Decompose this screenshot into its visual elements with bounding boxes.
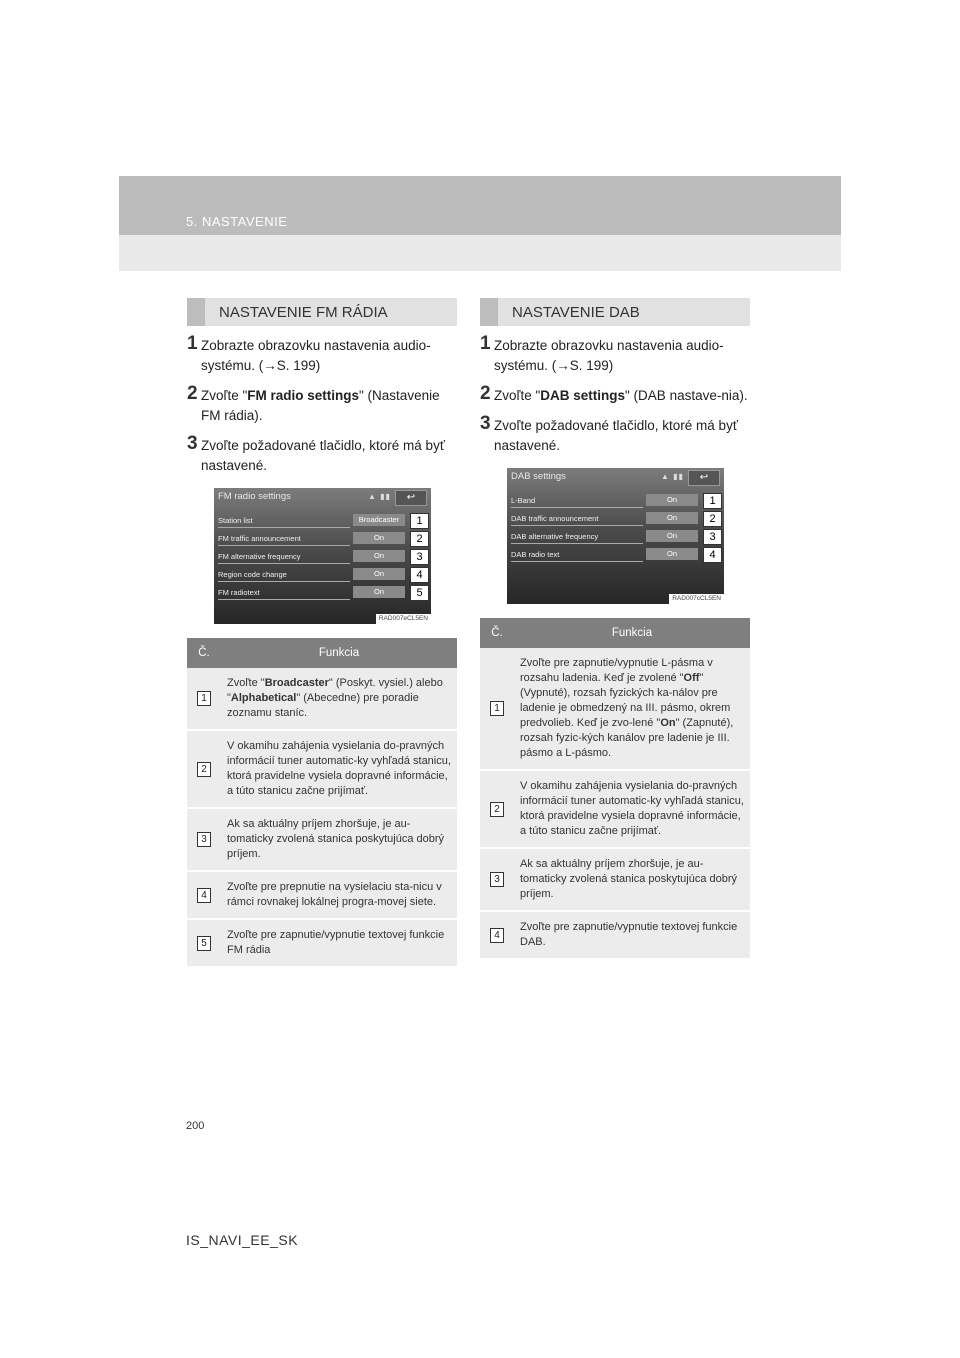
row-description: Ak sa aktuálny príjem zhoršuje, je au-tomaticky zvolená stanica poskytujúca dobrý príjem. bbox=[514, 848, 750, 911]
screen-row-label: DAB traffic announcement bbox=[511, 512, 643, 526]
step-text: Zvoľte " bbox=[494, 388, 541, 403]
row-description: V okamihu zahájenia vysielania do-pravných informácií tuner automatic-ky vyhľadá stanicu, ktorá pravidelne vysiela dopravné informácie, a túto stanicu začne prijímať. bbox=[514, 770, 750, 848]
button-reference: On bbox=[660, 717, 676, 729]
fm-function-table bbox=[187, 638, 457, 968]
row-description: Zvoľte pre zapnutie/vypnutie textovej funkcie FM rádia bbox=[221, 919, 457, 967]
callout-number: 1 bbox=[410, 513, 429, 529]
screen-row-label: Station list bbox=[218, 514, 350, 528]
table-header bbox=[187, 638, 457, 668]
fm-step-2 bbox=[187, 383, 457, 426]
dab-step-2 bbox=[480, 383, 750, 406]
dab-settings-column bbox=[480, 298, 750, 960]
table-row bbox=[187, 919, 457, 967]
step-number: 1 bbox=[480, 333, 491, 354]
callout-number: 2 bbox=[703, 511, 722, 527]
screen-row-label: FM traffic announcement bbox=[218, 532, 350, 546]
step-text: Zvoľte požadované tlačidlo, ktoré má byť nastavené. bbox=[201, 438, 445, 473]
row-number: 3 bbox=[197, 832, 211, 847]
screen-row-label: FM radiotext bbox=[218, 586, 350, 600]
back-icon: ↩ bbox=[688, 470, 720, 486]
row-description: Zvoľte pre zapnutie/vypnutie textovej funkcie DAB. bbox=[514, 911, 750, 959]
step-number: 3 bbox=[187, 433, 198, 454]
dab-function-table bbox=[480, 618, 750, 960]
step-text: Zobrazte obrazovku nastavenia audio-systému. ( bbox=[201, 338, 431, 373]
text-segment: " (Vypnuté), rozsah fyzických ka-nálov pre ladenie je obmedzený na III. pásmo, okrem predvolieb. Keď je zvo-lené " bbox=[520, 672, 731, 729]
fm-step-3 bbox=[187, 433, 457, 476]
row-number: 1 bbox=[197, 691, 211, 706]
callout-number: 2 bbox=[410, 531, 429, 547]
header-band bbox=[119, 176, 841, 271]
row-number: 3 bbox=[490, 872, 504, 887]
callout-number: 4 bbox=[410, 567, 429, 583]
screen-row-label: Region code change bbox=[218, 568, 350, 582]
button-reference: Alphabetical bbox=[230, 692, 297, 704]
table-row bbox=[187, 808, 457, 871]
column-header-number: Č. bbox=[187, 638, 221, 668]
fm-settings-screenshot bbox=[214, 488, 431, 624]
section-label: 5. NASTAVENIE bbox=[186, 214, 288, 229]
button-reference: DAB settings bbox=[540, 388, 626, 403]
row-number: 4 bbox=[197, 888, 211, 903]
step-text: ) bbox=[315, 358, 321, 373]
text-segment: " (Abecedne) pre poradie zoznamu staníc. bbox=[227, 692, 419, 719]
table-row bbox=[480, 911, 750, 959]
screen-row-value: On bbox=[353, 532, 405, 544]
screen-row-value: On bbox=[646, 530, 698, 542]
button-reference: Off bbox=[683, 672, 700, 684]
callout-number: 3 bbox=[703, 529, 722, 545]
table-row bbox=[187, 871, 457, 919]
button-reference: Broadcaster bbox=[264, 677, 329, 689]
row-description: V okamihu zahájenia vysielania do-pravných informácií tuner automatic-ky vyhľadá stanicu, ktorá pravidelne vysiela dopravné informácie, a túto stanicu začne prijímať. bbox=[221, 730, 457, 808]
screen-title: DAB settings bbox=[511, 471, 566, 482]
text-segment: " (Zapnuté), rozsah fyzic-kých kanálov pre ladenie je III. pásmo a L-pásmo. bbox=[520, 717, 734, 759]
screen-row-value: On bbox=[353, 550, 405, 562]
image-code: RAD007eCL5EN bbox=[376, 614, 431, 624]
row-number: 4 bbox=[490, 928, 504, 943]
table-row bbox=[187, 668, 457, 730]
row-description: Zvoľte pre prepnutie na vysielaciu sta-nicu v rámci rovnakej lokálnej progra-movej siete. bbox=[221, 871, 457, 919]
signal-icon: ▲ ▮▮ bbox=[368, 492, 391, 501]
row-number: 5 bbox=[197, 936, 211, 951]
fm-step-1 bbox=[187, 333, 457, 376]
step-text: ) bbox=[608, 358, 614, 373]
table-row bbox=[480, 848, 750, 911]
fm-section-title: NASTAVENIE FM RÁDIA bbox=[219, 304, 388, 321]
fm-settings-column bbox=[187, 298, 457, 968]
row-number: 1 bbox=[490, 701, 504, 716]
column-header-function: Funkcia bbox=[221, 638, 457, 668]
screen-row-label: DAB alternative frequency bbox=[511, 530, 643, 544]
screen-row-label: DAB radio text bbox=[511, 548, 643, 562]
step-number: 2 bbox=[187, 383, 198, 404]
screen-row-value: On bbox=[353, 586, 405, 598]
screen-row-value: On bbox=[353, 568, 405, 580]
callout-number: 1 bbox=[703, 493, 722, 509]
document-code: IS_NAVI_EE_SK bbox=[186, 1232, 299, 1248]
row-description bbox=[514, 648, 750, 770]
table-row bbox=[480, 648, 750, 770]
callout-number: 4 bbox=[703, 547, 722, 563]
screen-row-value: On bbox=[646, 548, 698, 560]
screen-row-value: On bbox=[646, 512, 698, 524]
table-row bbox=[480, 770, 750, 848]
table-header bbox=[480, 618, 750, 648]
fm-section-heading bbox=[187, 298, 457, 326]
page-reference: →S. 199 bbox=[556, 358, 609, 373]
row-number: 2 bbox=[197, 762, 211, 777]
dab-section-title: NASTAVENIE DAB bbox=[512, 304, 640, 321]
screen-row-value: On bbox=[646, 494, 698, 506]
signal-icon: ▲ ▮▮ bbox=[661, 472, 684, 481]
text-segment: Zvoľte pre zapnutie/vypnutie L-pásma v rozsahu ladenia. Keď je zvolené " bbox=[520, 657, 713, 684]
page-number: 200 bbox=[186, 1120, 205, 1132]
row-number: 2 bbox=[490, 802, 504, 817]
back-icon: ↩ bbox=[395, 490, 427, 506]
callout-number: 3 bbox=[410, 549, 429, 565]
header-top-bar bbox=[119, 176, 841, 235]
step-text: " (DAB nastave-nia). bbox=[625, 388, 748, 403]
step-text: " (Nastavenie FM rádia). bbox=[201, 388, 440, 423]
dab-step-3 bbox=[480, 413, 750, 456]
dab-settings-screenshot bbox=[507, 468, 724, 604]
image-code: RAD007cCL5EN bbox=[669, 594, 724, 604]
dab-section-heading bbox=[480, 298, 750, 326]
column-header-function: Funkcia bbox=[514, 618, 750, 648]
step-number: 3 bbox=[480, 413, 491, 434]
step-number: 1 bbox=[187, 333, 198, 354]
row-description: Ak sa aktuálny príjem zhoršuje, je au-tomaticky zvolená stanica poskytujúca dobrý príjem. bbox=[221, 808, 457, 871]
button-reference: FM radio settings bbox=[247, 388, 360, 403]
text-segment: " (Poskyt. vysiel.) alebo " bbox=[227, 677, 443, 704]
text-segment: Zvoľte " bbox=[227, 677, 265, 689]
step-text: Zobrazte obrazovku nastavenia audio-systému. ( bbox=[494, 338, 724, 373]
callout-number: 5 bbox=[410, 585, 429, 601]
table-row bbox=[187, 730, 457, 808]
column-header-number: Č. bbox=[480, 618, 514, 648]
step-number: 2 bbox=[480, 383, 491, 404]
page-reference: →S. 199 bbox=[263, 358, 316, 373]
screen-row-label: FM alternative frequency bbox=[218, 550, 350, 564]
dab-step-1 bbox=[480, 333, 750, 376]
screen-title: FM radio settings bbox=[218, 491, 291, 502]
screen-row-value: Broadcaster bbox=[353, 514, 405, 526]
row-description bbox=[221, 668, 457, 730]
step-text: Zvoľte požadované tlačidlo, ktoré má byť nastavené. bbox=[494, 418, 738, 453]
screen-row-label: L-Band bbox=[511, 494, 643, 508]
step-text: Zvoľte " bbox=[201, 388, 248, 403]
